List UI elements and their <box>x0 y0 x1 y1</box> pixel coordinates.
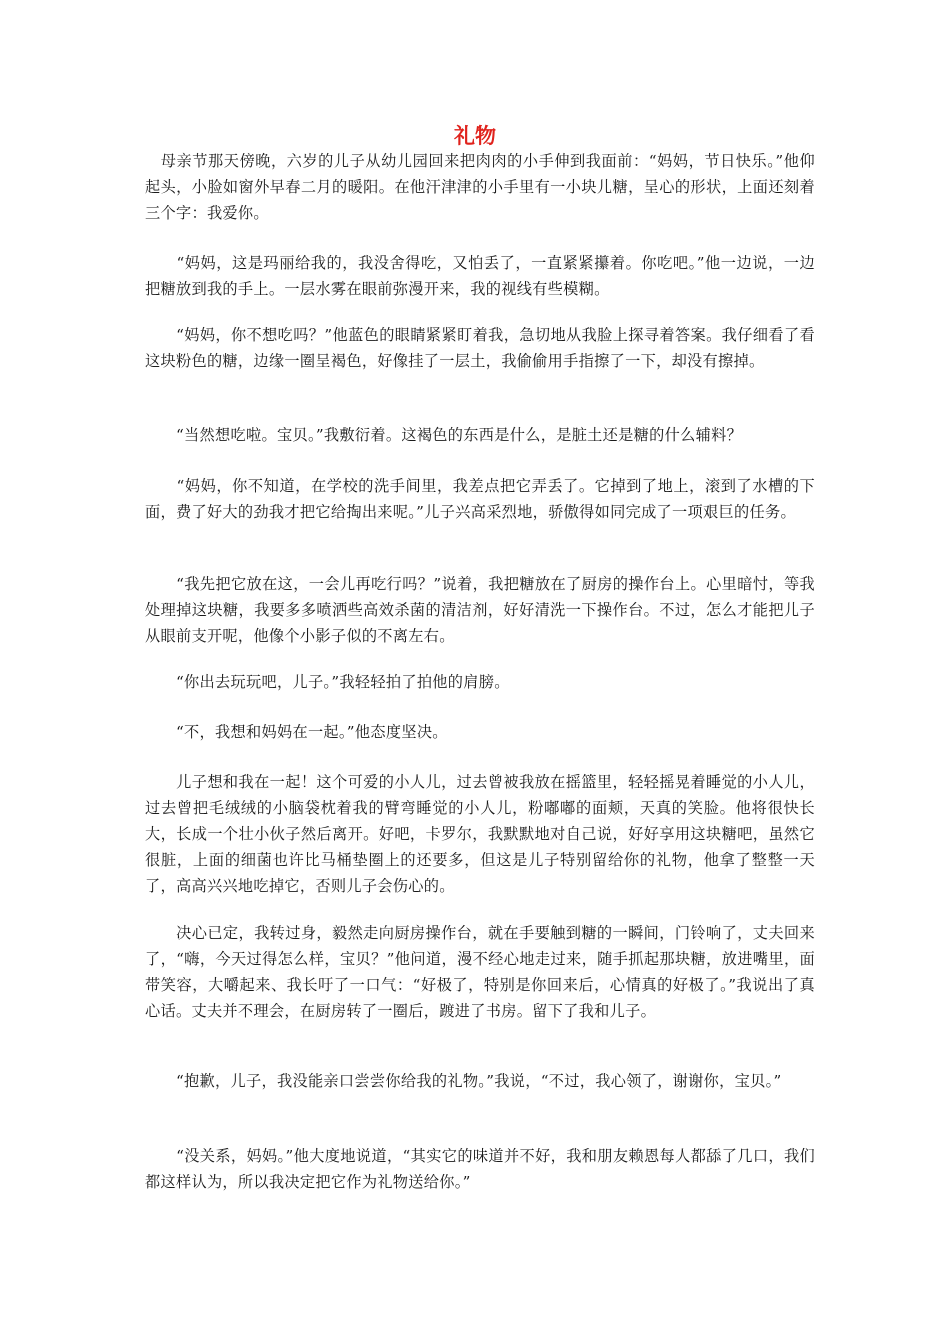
paragraph-11: “抱歉，儿子，我没能亲口尝尝你给我的礼物。”我说，“不过，我心领了，谢谢你，宝贝。” <box>145 1072 782 1090</box>
paragraph-10: 决心已定，我转过身，毅然走向厨房操作台，就在手要触到糖的一瞬间，门铃响了，丈夫回来了，“嗨，今天过得怎么样，宝贝？”他问道，漫不经心地走过来，随手抓起那块糖，放进嘴里，面带笑容，大嚼起来、我长吁了一口气：“好极了，特别是你回来后，心情真的好极了。”我说出了真心话。丈夫并不理会，在厨房转了一圈后，踱进了书房。留下了我和儿子。 <box>145 924 815 1020</box>
paragraph-5: “妈妈，你不知道，在学校的洗手间里，我差点把它弄丢了。它掉到了地上，滚到了水槽的下面，费了好大的劲我才把它给掏出来呢。”儿子兴高采烈地，骄傲得如同完成了一项艰巨的任务。 <box>145 477 815 521</box>
paragraph-3: “妈妈，你不想吃吗？”他蓝色的眼睛紧紧盯着我，急切地从我脸上探寻着答案。我仔细看了看这块粉色的糖，边缘一圈呈褐色，好像挂了一层土，我偷偷用手指擦了一下，却没有擦掉。 <box>145 326 815 370</box>
paragraph-6: “我先把它放在这，一会儿再吃行吗？”说着，我把糖放在了厨房的操作台上。心里暗忖，等我处理掉这块糖，我要多多喷洒些高效杀菌的清洁剂，好好清洗一下操作台。不过，怎么才能把儿子从眼前支开呢，他像个小影子似的不离左右。 <box>145 575 815 645</box>
paragraph-9: 儿子想和我在一起！这个可爱的小人儿，过去曾被我放在摇篮里，轻轻摇晃着睡觉的小人儿，过去曾把毛绒绒的小脑袋枕着我的臂弯睡觉的小人儿，粉嘟嘟的面颊，天真的笑脸。他将很快长大，长成一个壮小伙子然后离开。好吧，卡罗尔，我默默地对自己说，好好享用这块糖吧，虽然它很脏，上面的细菌也许比马桶垫圈上的还要多，但这是儿子特别留给你的礼物，他拿了整整一天了，高高兴兴地吃掉它，否则儿子会伤心的。 <box>145 773 815 895</box>
paragraph-8: “不，我想和妈妈在一起。”他态度坚决。 <box>145 723 448 741</box>
page-title: 礼物 <box>454 124 496 148</box>
paragraph-4: “当然想吃啦。宝贝。”我敷衍着。这褐色的东西是什么，是脏土还是糖的什么辅料？ <box>145 426 743 444</box>
paragraph-2: “妈妈，这是玛丽给我的，我没舍得吃，又怕丢了，一直紧紧攥着。你吃吧。”他一边说，一边把糖放到我的手上。一层水雾在眼前弥漫开来，我的视线有些模糊。 <box>145 254 815 298</box>
paragraph-12: “没关系，妈妈。”他大度地说道，“其实它的味道并不好，我和朋友赖恩每人都舔了几口，我们都这样认为，所以我决定把它作为礼物送给你。” <box>145 1147 815 1191</box>
paragraph-7: “你出去玩玩吧，儿子。”我轻轻拍了拍他的肩膀。 <box>145 673 510 691</box>
paragraph-1: 母亲节那天傍晚，六岁的儿子从幼儿园回来把肉肉的小手伸到我面前：“妈妈，节日快乐。”他仰起头，小脸如窗外早春二月的暖阳。在他汗津津的小手里有一小块儿糖，呈心的形状，上面还刻着三个字：我爱你。 <box>145 152 815 222</box>
